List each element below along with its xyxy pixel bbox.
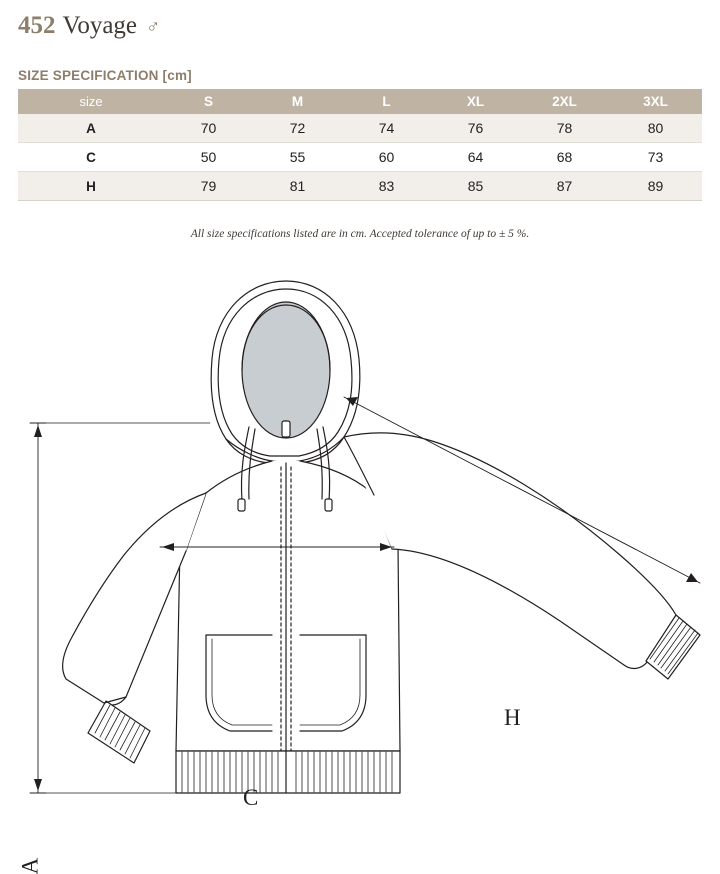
cell-a-2xl: 78 <box>520 114 609 143</box>
column-header-l: L <box>342 89 431 114</box>
cell-h-m: 81 <box>253 172 342 201</box>
cell-a-3xl: 80 <box>609 114 702 143</box>
column-header-3xl: 3XL <box>609 89 702 114</box>
hem-ribbing <box>176 751 400 793</box>
row-label-h: H <box>18 172 164 201</box>
cell-h-l: 83 <box>342 172 431 201</box>
cell-c-s: 50 <box>164 143 253 172</box>
cuff-left <box>88 701 150 763</box>
garment-technical-drawing <box>0 255 720 874</box>
row-label-c: C <box>18 143 164 172</box>
cell-c-xl: 64 <box>431 143 520 172</box>
column-header-s: S <box>164 89 253 114</box>
drawcord-tip-right <box>325 499 332 511</box>
body-front <box>176 461 400 751</box>
hoodie-illustration <box>0 255 720 807</box>
tolerance-note: All size specifications listed are in cm. Accepted tolerance of up to ± 5 %. <box>190 228 530 240</box>
cell-c-3xl: 73 <box>609 143 702 172</box>
product-code: 452 <box>18 12 56 39</box>
size-specification-heading: SIZE SPECIFICATION [cm] <box>18 68 192 83</box>
column-header-size: size <box>18 89 164 114</box>
dimension-label-h: H <box>504 705 521 730</box>
column-header-xl: XL <box>431 89 520 114</box>
cell-h-s: 79 <box>164 172 253 201</box>
dimension-label-a: A <box>17 857 43 874</box>
cell-h-3xl: 89 <box>609 172 702 201</box>
product-title <box>18 12 160 40</box>
column-header-2xl: 2XL <box>520 89 609 114</box>
table-row <box>18 172 702 201</box>
cell-c-2xl: 68 <box>520 143 609 172</box>
zipper-slider <box>282 421 290 437</box>
dimension-label-c: C <box>243 785 259 810</box>
cell-a-s: 70 <box>164 114 253 143</box>
cell-a-l: 74 <box>342 114 431 143</box>
table-header-row <box>18 89 702 114</box>
table-row <box>18 143 702 172</box>
table-row <box>18 114 702 143</box>
cell-h-2xl: 87 <box>520 172 609 201</box>
product-name: Voyage <box>62 12 138 39</box>
size-specification-table <box>18 89 702 201</box>
dimension-line-a <box>30 423 46 793</box>
cell-a-m: 72 <box>253 114 342 143</box>
column-header-m: M <box>253 89 342 114</box>
cell-c-l: 60 <box>342 143 431 172</box>
male-symbol-icon: ♂ <box>146 17 161 38</box>
cell-h-xl: 85 <box>431 172 520 201</box>
drawcord-tip-left <box>238 499 245 511</box>
row-label-a: A <box>18 114 164 143</box>
cell-a-xl: 76 <box>431 114 520 143</box>
cell-c-m: 55 <box>253 143 342 172</box>
